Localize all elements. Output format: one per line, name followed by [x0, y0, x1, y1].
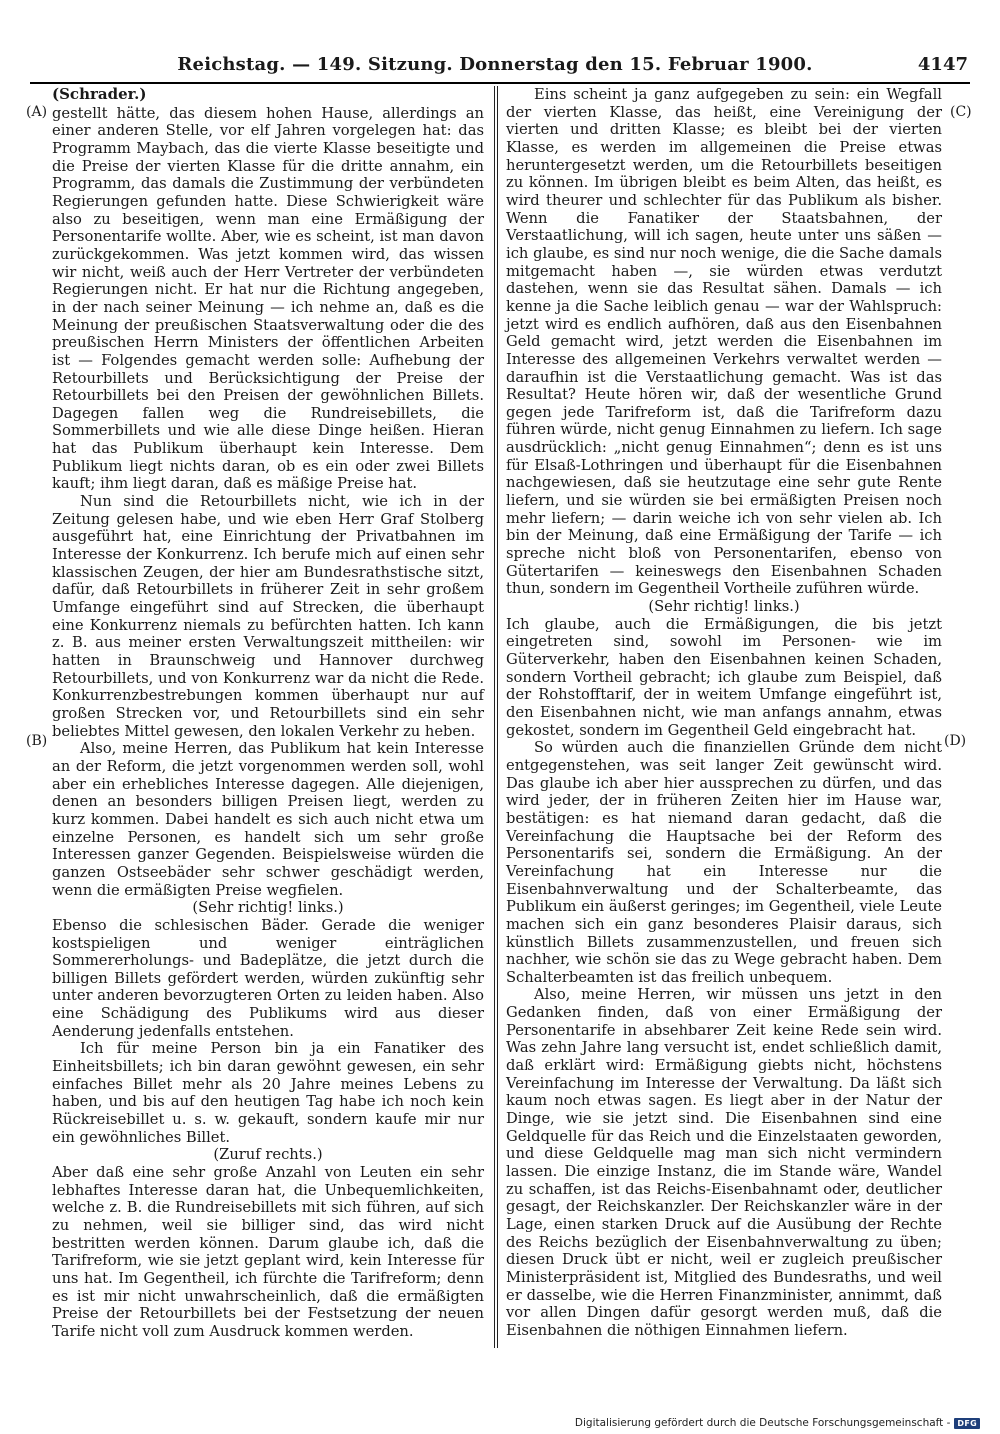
margin-mark-c: (C) — [950, 104, 972, 120]
page-number: 4147 — [917, 54, 968, 75]
header-title: Reichstag. — 149. Sitzung. Donnerstag den 15. Februar 1900. — [177, 53, 813, 75]
column-divider — [494, 86, 495, 1348]
digitization-footer — [575, 1417, 980, 1429]
margin-mark-a: (A) — [26, 104, 48, 120]
footer-text: Digitalisierung gefördert durch die Deutsche Forschungsgemeinschaft - — [574, 1417, 951, 1429]
speaker-name: (Schrader.) — [52, 85, 147, 103]
interjection: (Zuruf rechts.) — [213, 1146, 323, 1164]
dfg-logo-icon: DFG — [954, 1418, 980, 1429]
paragraph: Also, meine Herren, wir müssen uns jetzt in den Gedanken finden, daß von einer Ermäßigung der Personentarife in absehbarer Zeit keine Rede sein wird. Was zehn Jahre lang versucht ist, endet schließlich damit, daß erklärt wird: Ermäßigung giebts nicht, höchstens Vereinfachung im Interesse der Verwaltung. Da läßt sich kaum noch etwas sagen. Es liegt aber in der Natur der Dinge, wie sie jetzt sind. Die Eisenbahnen sind eine Geldquelle für das Reich und die Einzelstaaten geworden, und diese Geldquelle mag man sich nicht vermindern lassen. Die einzige Instanz, die im Stande wäre, Wandel zu schaffen, ist das Reichs-Eisenbahnamt oder, deutlicher gesagt, der Reichskanzler. Der Reichskanzler wäre in der Lage, einen starken Druck auf die Ausübung der Rechte des Reichs bezüglich der Eisenbahnverwaltung zu üben; diesen Druck übt er nicht, weil er zugleich preußischer Ministerpräsident ist, Mitglied des Bundesraths, und weil er dasselbe, wie die Herren Finanzminister, annimmt, daß vor allen Dingen dafür gesorgt werden muß, daß die Eisenbahnen die nöthigen Einnahmen liefern. — [506, 986, 942, 1339]
paragraph: Eins scheint ja ganz aufgegeben zu sein: ein Wegfall der vierten Klasse, das heißt, eine Vereinigung der vierten und dritten Klasse; es bleibt bei der vierten Klasse, es werden im allgemeinen die Preise etwas heruntergesetzt werden, um die Retourbillets beseitigen zu können. Im übrigen bleibt es beim Alten, das heißt, es wird theurer und schlechter für das Publikum als bisher. Wenn die Fanatiker der Staatsbahnen, der Verstaatlichung, will ich sagen, heute unter uns säßen — ich glaube, es sind nur noch wenige, die die Sache damals mitgemacht haben —, sie würden etwas verdutzt dastehen, wenn sie das Resultat sähen. Damals — ich kenne ja die Sache leiblich genau — war der Wahlspruch: jetzt wird es endlich aufhören, daß aus den Eisenbahnen Geld gemacht wird, jetzt werden die Eisenbahnen im Interesse des allgemeinen Verkehrs verwaltet werden — daraufhin ist die Verstaatlichung gemacht. Was ist das Resultat? Heute hören wir, daß der wesentliche Grund gegen jede Tarifreform ist, daß die Tarifreform dazu führen würde, nicht genug Einnahmen zu liefern. Ich sage ausdrücklich: „nicht genug Einnahmen“; denn es ist uns für Elsaß-Lothringen und überhaupt für die Eisenbahnen nachgewiesen, daß sie heutzutage eine sehr gute Rente liefern, und sie würden sie bei ermäßigten Preisen noch mehr liefern; — darin weiche ich von sehr vielen ab. Ich bin der Meinung, daß eine Ermäßigung der Tarife — ich spreche nicht bloß von Personentarifen, ebenso von Gütertarifen — keineswegs den Eisenbahnen Schaden thun, sondern im Gegentheil Vortheile zuführen würde. — [506, 86, 942, 598]
paragraph: Nun sind die Retourbillets nicht, wie ich in der Zeitung gelesen habe, und wie eben Herr Graf Stolberg ausgeführt hat, eine Einrichtung der Privatbahnen im Interesse der Konkurrenz. Ich berufe mich auf einen sehr klassischen Zeugen, der hier am Bundesrathstische sitzt, dafür, daß Retourbillets in früherer Zeit in sehr großem Umfange eingeführt sind auf Strecken, die überhaupt eine Konkurrenz niemals zu befürchten hatten. Ich kann z. B. aus meiner ersten Verwaltungszeit mittheilen: wir hatten in Braunschweig und Hannover durchweg Retourbillets, und von Konkurrenz war da nicht die Rede. Konkurrenzbestrebungen kommen überhaupt nur auf großen Strecken vor, und Retourbillets sind ein sehr beliebtes Mittel gewesen, den lokalen Verkehr zu heben. — [52, 493, 484, 740]
right-column — [506, 86, 942, 1340]
paragraph: Ebenso die schlesischen Bäder. Gerade die weniger kostspieligen und weniger einträglichen Sommererholungs- und Badeplätze, die jetzt durch die billigen Billets gefördert werden, würden zukünftig sehr unter anderen bevorzugteren Orten zu leiden haben. Also eine Schädigung des Publikums wird aus dieser Aenderung jedenfalls entstehen. — [52, 916, 484, 1040]
paragraph: Also, meine Herren, das Publikum hat kein Interesse an der Reform, die jetzt vorgenommen werden soll, wohl aber ein erhebliches Interesse dagegen. Alle diejenigen, denen an besonders billigen Preisen liegt, werden zu kurz kommen. Dabei handelt es sich auch nicht etwa um einzelne Personen, es handelt sich um sehr große Interessen ganzer Gegenden. Beispielsweise würden die ganzen Ostseebäder sehr schwer geschädigt werden, wenn die ermäßigten Preise wegfielen. — [52, 740, 484, 899]
margin-mark-b: (B) — [26, 733, 48, 749]
paragraph: Ich für meine Person bin ja ein Fanatiker des Einheitsbillets; ich bin daran gewöhnt gewesen, ein sehr einfaches Billet mehr als 20 Jahre meines Lebens zu haben, und bis auf den heutigen Tag habe ich noch kein Rückreisebillet u. s. w. gekauft, sondern kaufe mir nur ein gewöhnliches Billet. — [52, 1040, 484, 1146]
paragraph: So würden auch die finanziellen Gründe dem nicht entgegenstehen, was seit langer Zeit gewünscht wird. Das glaube ich aber hier aussprechen zu dürfen, und das wird jeder, der in früheren Zeiten hier im Hause war, bestätigen: es hat niemand daran gedacht, daß die Vereinfachung die Hauptsache bei der Reform des Personentarifs sei, sondern die Ermäßigung. An der Vereinfachung hat ein Interesse nur die Eisenbahnverwaltung und der Schalterbeamte, das Publikum ein äußerst geringes; im Gegentheil, viele Leute machen sich ein ganz besonderes Plaisir daraus, sich künstlich Billets zusammenzustellen, und freuen sich nachher, wie schön sie das zu Wege gebracht haben. Dem Schalterbeamten ist das freilich unbequem. — [506, 739, 942, 986]
paragraph: gestellt hätte, das diesem hohen Hause, allerdings an einer anderen Stelle, vor elf Jahren vorgelegen hat: das Programm Maybach, das die vierte Klasse beseitigte und die Preise der vierten Klasse für die dritte annahm, ein Programm, das damals die Zustimmung der verbündeten Regierungen gefunden hatte. Diese Schwierigkeit wäre also zu beseitigen, wenn man eine Ermäßigung der Personentarife wollte. Aber, wie es scheint, ist man davon zurückgekommen. Was jetzt kommen wird, das wissen wir nicht, weiß auch der Herr Vertreter der verbündeten Regierungen nicht. Er hat nur die Richtung angegeben, in der nach seiner Meinung — ich nehme an, daß es die Meinung der preußischen Staatsverwaltung oder die des preußischen Herrn Ministers der öffentlichen Arbeiten ist — Folgendes gemacht werden solle: Aufhebung der Retourbillets und Berücksichtigung der Preise der Retourbillets bei den Preisen der gewöhnlichen Billets. Dagegen fallen weg die Rundreisebillets, die Sommerbillets und wie alle diese Dinge heißen. Hieran hat das Publikum überhaupt kein Interesse. Dem Publikum liegt nichts daran, ob es ein oder zwei Billets kauft; ihm liegt daran, daß es mäßige Preise hat. — [52, 104, 484, 493]
column-divider — [497, 86, 498, 1348]
running-header — [20, 50, 970, 78]
left-column — [52, 86, 484, 1341]
paragraph: Ich glaube, auch die Ermäßigungen, die bis jetzt eingetreten sind, sowohl im Personen- wie im Güterverkehr, haben den Eisenbahnen keinen Schaden, sondern Vortheil gebracht; ich glaube zum Beispiel, daß der Rohstofftarif, der in weitem Umfange eingeführt ist, den Eisenbahnen nicht, wie man anfangs annahm, etwas gekostet, sondern im Gegentheil Geld eingebracht hat. — [506, 615, 942, 739]
interjection: (Sehr richtig! links.) — [648, 598, 800, 616]
margin-mark-d: (D) — [944, 733, 967, 749]
header-rule — [30, 82, 970, 84]
interjection: (Sehr richtig! links.) — [192, 899, 344, 917]
paragraph: Aber daß eine sehr große Anzahl von Leuten ein sehr lebhaftes Interesse daran hat, die Unbequemlichkeiten, welche z. B. die Rundreisebillets mit sich führen, auf sich zu nehmen, weil sie billiger sind, das wird nicht bestritten werden können. Darum glaube ich, daß die Tarifreform, wie sie jetzt geplant wird, kein Interesse für uns hat. Im Gegentheil, ich fürchte die Tarifreform; denn es ist mir nicht unwahrscheinlich, daß die ermäßigten Preise der Retourbillets bei der Festsetzung der neuen Tarife nicht voll zum Ausdruck kommen werden. — [52, 1164, 484, 1340]
